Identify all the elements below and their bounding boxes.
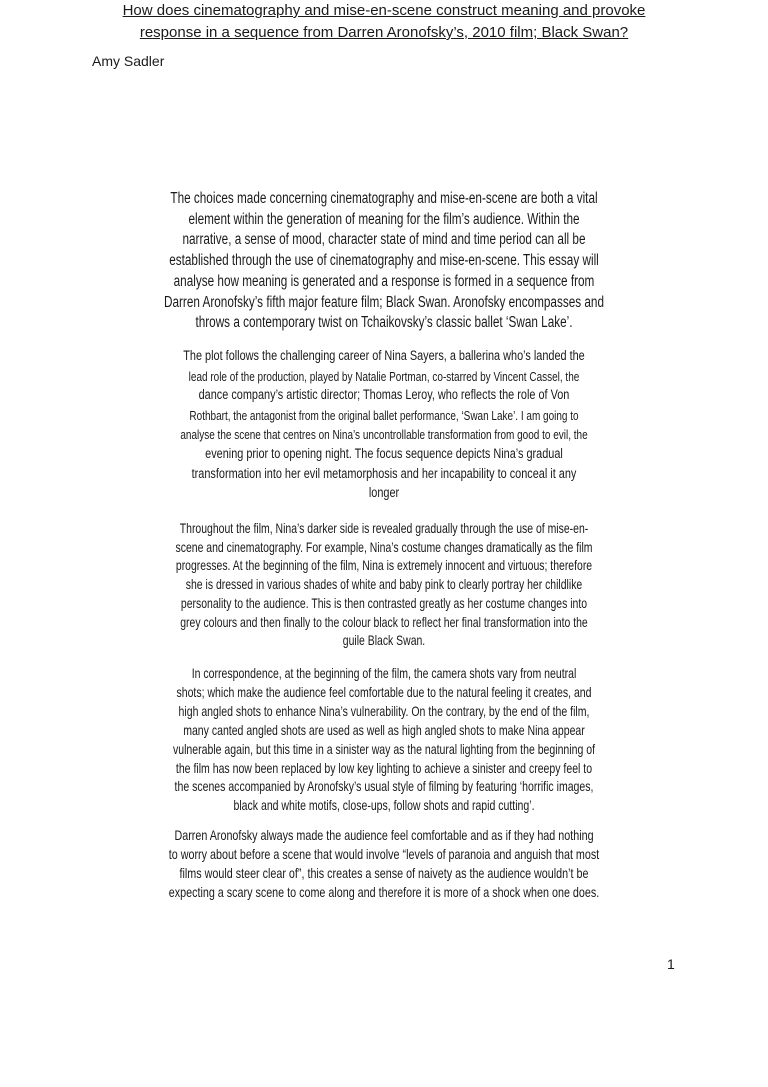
paragraph-line: the film has now been replaced by low key lighting to achieve a sinister and creepy feel to [175, 760, 593, 776]
paragraph-line: personality to the audience. This is then contrasted greatly as her costume changes into [180, 595, 588, 611]
paragraph-line: element within the generation of meaning for the film’s audience. Within the [188, 210, 580, 228]
paragraph-line: In correspondence, at the beginning of the film, the camera shots vary from neutral [191, 666, 577, 681]
paragraph-line: films would steer clear of”, this creates a sense of naivety as the audience wouldn’t be [179, 865, 589, 881]
author-name: Amy Sadler [92, 53, 165, 69]
essay-title [0, 0, 768, 44]
paragraph-line: analyse the scene that centres on Nina’s uncontrollable transformation from good to evil, the [180, 427, 588, 443]
paragraph-line: established through the use of cinematography and mise-en-scene. This essay will [169, 252, 599, 270]
paragraph-line: Rothbart, the antagonist from the original ballet performance, ‘Swan Lake’. I am going to [189, 407, 579, 423]
paragraph-line: Darren Aronofsky’s fifth major feature film; Black Swan. Aronofsky encompasses and [163, 293, 605, 311]
paragraph-line: evening prior to opening night. The focus sequence depicts Nina’s gradual [205, 445, 563, 462]
paragraph-line: The plot follows the challenging career of Nina Sayers, a ballerina who’s landed the [183, 348, 585, 364]
paragraph-line: transformation into her evil metamorphosis and her incapability to conceal it any [191, 465, 577, 482]
paragraph-line: narrative, a sense of mood, character state of mind and time period can all be [182, 231, 586, 249]
paragraph-line: vulnerable again, but this time in a sinister way as the natural lighting from the beginning of [172, 741, 596, 757]
paragraph [0, 826, 768, 902]
paragraph-line: Darren Aronofsky always made the audience feel comfortable and as if they had nothing [174, 827, 594, 843]
paragraph-line: to worry about before a scene that would involve “levels of paranoia and anguish that most [168, 846, 600, 862]
page-number: 1 [667, 956, 675, 972]
paragraph-line: grey colours and then finally to the colour black to reflect her final transformation into the [180, 614, 588, 630]
paragraph-line: high angled shots to enhance Nina’s vulnerability. On the contrary, by the end of the film, [178, 703, 590, 719]
paragraph [0, 189, 768, 334]
paragraph-line: dance company’s artistic director; Thomas Leroy, who reflects the role of Von [198, 387, 570, 404]
paragraph-line: throws a contemporary twist on Tchaikovsky’s classic ballet ‘Swan Lake’. [195, 314, 573, 332]
paragraph-line: progresses. At the beginning of the film, Nina is extremely innocent and virtuous; therefore [175, 558, 593, 574]
paragraph-line: expecting a scary scene to come along and therefore it is more of a shock when one does. [168, 884, 600, 900]
title-line: response in a sequence from Darren Aronofsky’s, 2010 film; Black Swan? [139, 24, 629, 41]
paragraph-line: analyse how meaning is generated and a response is formed in a sequence from [173, 272, 595, 290]
paragraph [0, 520, 768, 651]
paragraph-line: lead role of the production, played by Natalie Portman, co-starred by Vincent Cassel, the [188, 368, 580, 384]
paragraph [0, 347, 768, 504]
paragraph [0, 665, 768, 816]
paragraph-line: shots; which make the audience feel comfortable due to the natural feeling it creates, and [176, 684, 592, 700]
title-line: How does cinematography and mise-en-scene construct meaning and provoke [122, 2, 646, 19]
paragraph-line: she is dressed in various shades of white and baby pink to clearly portray her childlike [185, 577, 583, 593]
paragraph-line: The choices made concerning cinematography and mise-en-scene are both a vital [170, 190, 598, 207]
paragraph-line: scene and cinematography. For example, Nina’s costume changes dramatically as the film [175, 539, 593, 555]
paragraph-line: many canted angled shots are used as well as high angled shots to make Nina appear [183, 722, 585, 738]
paragraph-line: Throughout the film, Nina’s darker side is revealed gradually through the use of mise-en- [179, 521, 589, 536]
paragraph-line: black and white motifs, close-ups, follow shots and rapid cutting’. [233, 798, 535, 814]
paragraph-line: guile Black Swan. [342, 633, 426, 649]
paragraph-line: the scenes accompanied by Aronofsky’s usual style of filming by featuring ‘horrific images, [174, 779, 594, 795]
paragraph-line: longer [368, 485, 400, 502]
